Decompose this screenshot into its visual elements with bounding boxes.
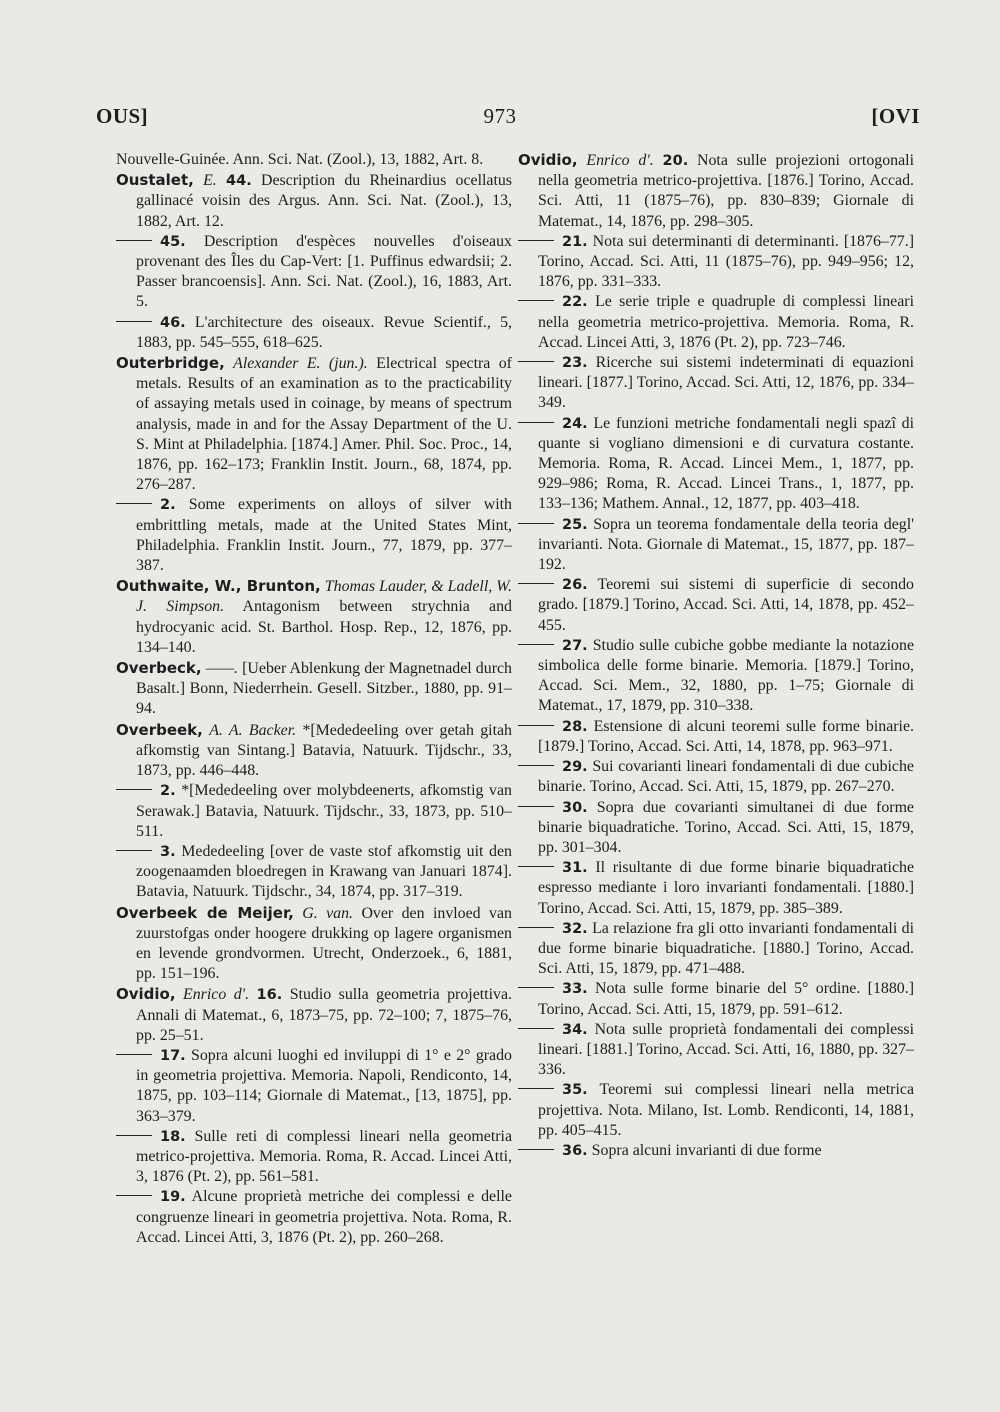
- bibliography-entry: [116, 150, 512, 170]
- ditto-rule: [518, 927, 554, 928]
- entry-number: 25.: [562, 516, 588, 533]
- entry-text: Mededeeling [over de vaste stof afkomstig uit den zoogenaamden bloedregen in Krawang van Januari 1874]. Batavia, Natuurk. Tijdschr., 34, 1874, pp. 317–319.: [136, 842, 513, 901]
- entry-number: 26.: [562, 577, 588, 594]
- author-name: Overbeck,: [116, 659, 202, 678]
- ditto-rule: [518, 300, 554, 301]
- entry-number: 34.: [562, 1021, 588, 1038]
- ditto-rule: [518, 1149, 554, 1150]
- entry-text: Sui covarianti lineari fondamentali di due cubiche binarie. Torino, Accad. Sci. Atti, 15, 1879, pp. 267–270.: [538, 758, 914, 796]
- author-given-name: ——.: [205, 660, 238, 678]
- bibliography-entry: [518, 353, 914, 414]
- entry-text: Sopra un teorema fondamentale della teoria degl' invarianti. Nota. Giornale di Matemat., 15, 1877, pp. 187–192.: [538, 515, 914, 574]
- entry-number: 19.: [160, 1189, 186, 1206]
- entry-number: 32.: [562, 920, 588, 937]
- bibliography-entry: [116, 313, 512, 353]
- entry-number: 28.: [562, 718, 588, 735]
- ditto-rule: [518, 361, 554, 362]
- bibliography-entry: [518, 414, 914, 515]
- bibliography-entry: [116, 495, 512, 576]
- entry-text: Le serie triple e quadruple di complessi lineari nella geometria metrico-projettiva. Memoria. Roma, R. Accad. Lincei Atti, 3, 1876 (Pt. 2), pp. 723–746.: [538, 293, 914, 351]
- bibliography-entry: [116, 903, 512, 985]
- author-name: Ovidio,: [518, 151, 578, 169]
- author-given-name: G. van.: [302, 904, 354, 922]
- author-given-name: Enrico d'.: [183, 986, 250, 1004]
- bibliography-entry: [518, 717, 914, 757]
- entry-text: L'architecture des oiseaux. Revue Scientif., 5, 1883, pp. 545–555, 618–625.: [136, 313, 512, 351]
- entry-number: 36.: [562, 1142, 588, 1159]
- ditto-rule: [518, 523, 554, 524]
- bibliography-entry: [518, 636, 914, 717]
- entry-number: 17.: [160, 1047, 186, 1064]
- ditto-rule: [116, 503, 152, 504]
- entry-text: Over den invloed van zuurstofgas onder hoogere drukking op lagere organismen en levende grondvormen. Utrecht, Onderzoek., 6, 1881, pp. 151–196.: [136, 904, 512, 983]
- entry-text: Sopra due covarianti simultanei di due forme binarie biquadratiche. Torino, Accad. Sci. Atti, 15, 1879, pp. 301–304.: [538, 798, 914, 856]
- bibliography-entry: [116, 1187, 512, 1248]
- bibliography-entry: [116, 1127, 512, 1188]
- bibliography-entry: [518, 292, 914, 353]
- ditto-rule: [518, 1088, 554, 1089]
- bibliography-entry: [518, 858, 914, 919]
- ditto-rule: [518, 644, 554, 645]
- entry-text: Teoremi sui sistemi di superficie di secondo grado. [1879.] Torino, Accad. Sci. Atti, 14, 1878, pp. 452–455.: [538, 576, 915, 634]
- entry-text: La relazione fra gli otto invarianti fondamentali di due forme binarie biquadratiche. [1880.] Torino, Accad. Sci. Atti, 15, 1879, pp. 471–488.: [538, 919, 914, 978]
- bibliography-entry: [518, 150, 914, 232]
- ditto-rule: [518, 240, 554, 241]
- entry-number: 35.: [562, 1082, 588, 1099]
- entry-number: 31.: [562, 860, 588, 877]
- ditto-rule: [518, 806, 554, 807]
- author-given-name: Enrico d'.: [586, 152, 654, 169]
- running-head-left: OUS]: [96, 104, 149, 128]
- entry-text: Alcune proprietà metriche dei complessi e delle congruenze lineari in geometria projettiva. Nota. Roma, R. Accad. Lincei Atti, 3, 1876 (Pt. 2), pp. 260–268.: [136, 1188, 512, 1246]
- ditto-rule: [518, 987, 554, 988]
- bibliography-entry: [116, 984, 512, 1046]
- bibliography-entry: [116, 658, 512, 720]
- bibliography-entry: [116, 781, 512, 842]
- bibliography-entry: [518, 1020, 914, 1081]
- ditto-rule: [116, 1195, 152, 1196]
- ditto-rule: [116, 321, 152, 322]
- ditto-rule: [116, 240, 152, 241]
- entry-text: *[Mededeeling over getah gitah afkomstig van Sintang.] Batavia, Natuurk. Tijdschr., 33, 1873, pp. 446–448.: [136, 721, 512, 780]
- bibliography-entry: [116, 1046, 512, 1127]
- author-name: Oustalet,: [116, 171, 194, 190]
- entry-number: 29.: [562, 759, 588, 776]
- bibliography-entry: [518, 1141, 914, 1161]
- entry-text: Nouvelle-Guinée. Ann. Sci. Nat. (Zool.), 13, 1882, Art. 8.: [116, 151, 484, 168]
- entry-number: 20.: [662, 153, 689, 169]
- entry-text: Sulle reti di complessi lineari nella geometria metrico-projettiva. Memoria. Roma, R. Accad. Lincei Atti, 3, 1876 (Pt. 2), pp. 561–581.: [136, 1127, 512, 1186]
- entry-text: Description d'espèces nouvelles d'oiseaux provenant des Îles du Cap-Vert: [1. Puffinus edwardsii; 2. Passer brancoensis]. Ann. Sci. Nat. (Zool.), 16, 1883, Art. 5.: [136, 232, 512, 311]
- entry-text: Nota sulle proprietà fondamentali dei complessi lineari. [1881.] Torino, Accad. Sci. Atti, 16, 1880, pp. 327–336.: [538, 1020, 914, 1079]
- author-name: Outerbridge,: [116, 354, 225, 373]
- author-name: Ovidio,: [116, 985, 176, 1004]
- entry-text: Electrical spectra of metals. Results of an examination as to the practicability of assaying metals used in coinage, by means of spectrum analysis, made in and for the Assay Department of the U. S. Mint at Philadelphia. [1874.] Amer. Phil. Soc. Proc., 14, 1876, pp. 162–173; Franklin Instit. Journ., 68, 1874, pp. 276–287.: [136, 355, 512, 494]
- entry-text: Some experiments on alloys of silver with embrittling metals, made at the United States Mint, Philadelphia. Franklin Instit. Journ., 77, 1879, pp. 377–387.: [136, 496, 512, 575]
- entry-number: 3.: [160, 843, 176, 860]
- entry-text: Ricerche sui sistemi indeterminati di equazioni lineari. [1877.] Torino, Accad. Sci. Atti, 12, 1876, pp. 334–349.: [538, 354, 914, 412]
- author-given-name: E.: [203, 172, 217, 190]
- entry-text: [Ueber Ablenkung der Magnetnadel durch Basalt.] Bonn, Niederrhein. Gesell. Sitzber., 1880, pp. 91–94.: [136, 660, 512, 718]
- bibliography-entry: [518, 515, 914, 576]
- running-head-right: [OVI: [871, 104, 920, 128]
- entry-text: Sopra alcuni invarianti di due forme: [591, 1141, 822, 1159]
- bibliography-entry: [518, 919, 914, 980]
- author-given-name: Alexander E. (jun.).: [233, 355, 368, 373]
- entry-text: *[Mededeeling over molybdeenerts, afkomstig van Serawak.] Batavia, Natuurk. Tijdschr., 33, 1873, pp. 510–511.: [136, 782, 512, 840]
- bibliography-entry: [116, 232, 512, 313]
- entry-number: 46.: [160, 314, 186, 331]
- ditto-rule: [518, 583, 554, 584]
- entry-text: Studio sulla geometria projettiva. Annali di Matemat., 6, 1873–75, pp. 72–100; 7, 1875–76, pp. 25–51.: [136, 986, 512, 1044]
- entry-text: Nota sulle projezioni ortogonali nella geometria metrico-projettiva. [1876.] Torino, Accad. Sci. Atti, 11 (1875–76), pp. 830–839; Giornale di Matemat., 14, 1876, pp. 298–305.: [538, 152, 914, 230]
- entry-number: 24.: [562, 415, 588, 432]
- entry-text: Description du Rheinardius ocellatus gallinacé voisin des Argus. Ann. Sci. Nat. (Zool.), 13, 1882, Art. 12.: [136, 172, 512, 230]
- page-number: 973: [483, 104, 517, 128]
- bibliography-entry: [518, 798, 914, 859]
- entry-number: 21.: [562, 233, 588, 250]
- entry-number: 33.: [562, 981, 588, 998]
- ditto-rule: [518, 866, 554, 867]
- bibliography-entry: [518, 979, 914, 1019]
- entry-number: 23.: [562, 355, 588, 372]
- left-column: [116, 150, 512, 1248]
- bibliography-entry: [518, 757, 914, 797]
- entry-text: Antagonism between strychnia and hydrocyanic acid. St. Barthol. Hosp. Rep., 12, 1876, pp. 134–140.: [136, 598, 512, 656]
- ditto-rule: [116, 850, 152, 851]
- entry-text: Il risultante di due forme binarie biquadratiche espresso mediante i loro invarianti fondamentali. [1880.] Torino, Accad. Sci. Atti, 15, 1879, pp. 385–389.: [538, 859, 914, 917]
- author-name: Overbeek de Meijer,: [116, 903, 294, 922]
- entry-text: Studio sulle cubiche gobbe mediante la notazione simbolica delle forme binarie. Memoria. [1879.] Torino, Accad. Sci. Mem., 32, 1880, pp. 1–75; Giornale di Matemat., 17, 1879, pp. 310–338.: [538, 636, 914, 715]
- entry-number: 2.: [160, 783, 176, 800]
- bibliography-entry: [518, 575, 914, 636]
- entry-text: Nota sulle forme binarie del 5° ordine. [1880.] Torino, Accad. Sci. Atti, 15, 1879, pp. 591–612.: [538, 980, 914, 1018]
- entry-text: Sopra alcuni luoghi ed inviluppi di 1° e 2° grado in geometria projettiva. Memoria. Napoli, Rendiconto, 14, 1875, pp. 103–114; Giornale di Matemat., [13, 1875], pp. 363–379.: [136, 1046, 512, 1125]
- author-given-name: Thomas Lauder, & Ladell, W. J. Simpson.: [136, 578, 512, 616]
- bibliography-entry: [116, 353, 512, 495]
- entry-number: 27.: [562, 637, 588, 654]
- ditto-rule: [518, 422, 554, 423]
- ditto-rule: [518, 765, 554, 766]
- ditto-rule: [116, 1054, 152, 1055]
- bibliography-entry: [116, 842, 512, 903]
- bibliography-entry: [116, 720, 512, 782]
- entry-number: 44.: [226, 173, 252, 190]
- author-name: Outhwaite, W., Brunton,: [116, 577, 321, 596]
- author-given-name: A. A. Backer.: [209, 721, 297, 739]
- bibliography-entry: [518, 232, 914, 293]
- bibliography-entry: [518, 1080, 914, 1141]
- ditto-rule: [518, 1028, 554, 1029]
- entry-text: Estensione di alcuni teoremi sulle forme binarie. [1879.] Torino, Accad. Sci. Atti, 14, 1878, pp. 963–971.: [538, 717, 914, 755]
- entry-number: 16.: [256, 987, 283, 1004]
- entry-number: 18.: [160, 1128, 186, 1145]
- entry-text: Nota sui determinanti di determinanti. [1876–77.] Torino, Accad. Sci. Atti, 11 (1875–76), pp. 949–956; 12, 1876, pp. 331–333.: [538, 232, 914, 291]
- bibliography-entry: [116, 576, 512, 658]
- entry-number: 45.: [160, 233, 186, 250]
- ditto-rule: [116, 1135, 152, 1136]
- entry-text: Teoremi sui complessi lineari nella metrica projettiva. Nota. Milano, Ist. Lomb. Rendiconti, 14, 1881, pp. 405–415.: [538, 1081, 914, 1139]
- entry-text: Le funzioni metriche fondamentali negli spazî di quante si vogliano dimensioni e di curvatura costante. Memoria. Roma, R. Accad. Lincei Mem., 1, 1877, pp. 929–986; Roma, R. Accad. Lincei Trans., 1, 1877, pp. 133–136; Mathem. Annal., 12, 1877, pp. 403–418.: [538, 414, 914, 513]
- author-name: Overbeek,: [116, 720, 203, 739]
- entry-number: 22.: [562, 294, 588, 311]
- ditto-rule: [116, 789, 152, 790]
- ditto-rule: [518, 725, 554, 726]
- right-column: [518, 150, 914, 1161]
- bibliography-entry: [116, 170, 512, 232]
- entry-number: 30.: [562, 799, 588, 816]
- entry-number: 2.: [160, 497, 176, 514]
